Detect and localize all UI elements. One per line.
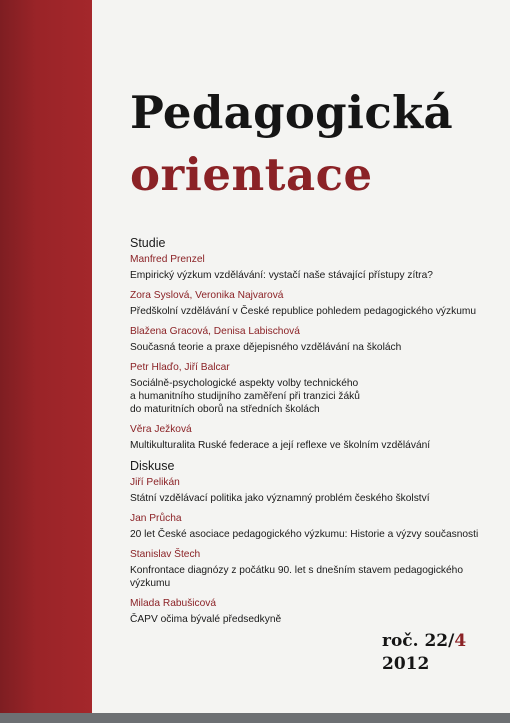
toc-entry xyxy=(130,361,500,416)
toc-entry xyxy=(130,476,500,505)
article-author: Věra Ježková xyxy=(130,424,192,435)
table-of-contents xyxy=(130,236,500,633)
toc-entry xyxy=(130,253,500,282)
journal-title-line1: Pedagogická xyxy=(130,86,453,139)
issue-number: 4 xyxy=(454,631,467,651)
article-title: Předškolní vzdělávání v České republice pohledem pedagogického výzkumu xyxy=(130,306,477,317)
red-spine-band xyxy=(0,0,92,713)
article-title: Současná teorie a praxe dějepisného vzdělávání na školách xyxy=(130,342,402,353)
scan-background-strip xyxy=(0,713,510,723)
toc-entry xyxy=(130,289,500,318)
toc-entry xyxy=(130,423,500,452)
article-author: Jiří Pelikán xyxy=(130,477,180,488)
article-title: Konfrontace diagnózy z počátku 90. let s dnešním stavem pedagogického výzkumu xyxy=(130,565,463,589)
toc-entry xyxy=(130,548,500,590)
article-title: Multikulturalita Ruské federace a její reflexe ve školním vzdělávání xyxy=(130,440,431,451)
toc-entry xyxy=(130,512,500,541)
article-author: Milada Rabušicová xyxy=(130,598,217,609)
article-author: Jan Průcha xyxy=(130,513,182,524)
toc-entry xyxy=(130,597,500,626)
article-title: Státní vzdělávací politika jako významný problém českého školství xyxy=(130,493,430,504)
article-author: Blažena Gracová, Denisa Labischová xyxy=(130,326,300,337)
section-label-studie: Studie xyxy=(130,236,166,250)
article-title: Sociálně-psychologické aspekty volby technického a humanitního studijního zaměření při tranzici žáků do maturitních oborů na středních školách xyxy=(130,378,360,415)
section-label-diskuse: Diskuse xyxy=(130,459,175,473)
toc-entry xyxy=(130,325,500,354)
article-title: 20 let České asociace pedagogického výzkumu: Historie a výzvy současnosti xyxy=(130,529,479,540)
volume-prefix: roč. 22/ xyxy=(382,631,455,651)
article-title: Empirický výzkum vzdělávání: vystačí naše stávající přístupy zítra? xyxy=(130,270,433,281)
issue-year: 2012 xyxy=(382,654,430,674)
issue-info xyxy=(382,630,466,676)
article-author: Stanislav Štech xyxy=(130,549,201,560)
volume-number xyxy=(382,630,466,653)
article-author: Zora Syslová, Veronika Najvarová xyxy=(130,290,284,301)
article-author: Petr Hlaďo, Jiří Balcar xyxy=(130,362,230,373)
article-title: ČAPV očima bývalé předsedkyně xyxy=(130,614,282,625)
article-author: Manfred Prenzel xyxy=(130,254,205,265)
journal-title-line2: orientace xyxy=(130,148,373,201)
